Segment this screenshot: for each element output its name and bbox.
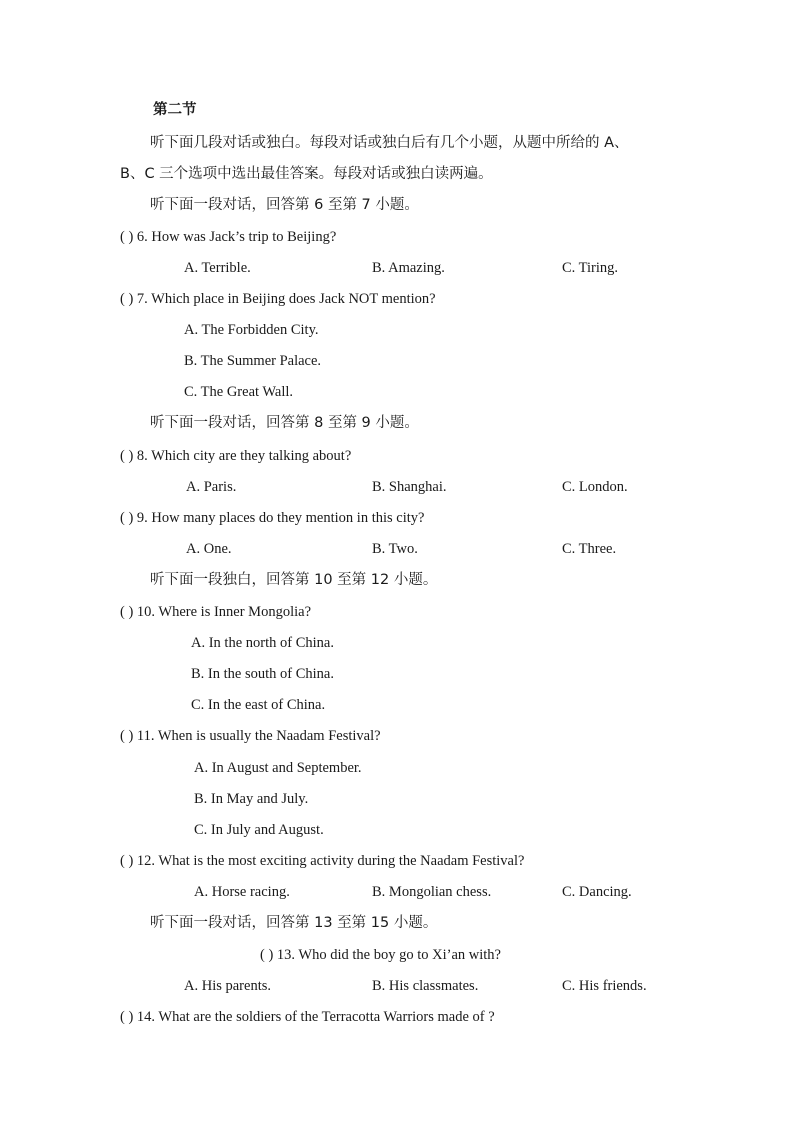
section-intro-line2: B、C 三个选项中选出最佳答案。每段对话或独白读两遍。 [120,166,493,182]
question-9 [120,509,424,527]
answer-blank[interactable]: ( ) [120,229,134,245]
question-text: 12. What is the most exciting activity during the Naadam Festival? [136,853,525,869]
option-c: C. His friends. [562,978,647,994]
option-c: C. Three. [562,541,617,557]
question-12 [120,852,524,870]
option-a: A. Horse racing. [194,884,290,900]
question-text: 6. How was Jack’s trip to Beijing? [136,229,337,245]
option-c: C. Dancing. [562,884,632,900]
option-a: A. One. [186,541,232,557]
option-a: A. His parents. [184,978,271,994]
answer-blank[interactable]: ( ) [120,510,134,526]
answer-blank[interactable]: ( ) [120,728,134,744]
question-text: 8. Which city are they talking about? [136,448,352,464]
question-text: 14. What are the soldiers of the Terracotta Warriors made of ? [136,1009,495,1025]
group-instruction: 听下面一段对话，回答第 13 至第 15 小题。 [150,915,438,931]
question-text: 11. When is usually the Naadam Festival? [136,728,381,744]
question-10 [120,603,311,621]
option-b: B. Amazing. [372,260,445,276]
option-b: B. In May and July. [194,791,309,807]
option-a: A. The Forbidden City. [184,322,319,338]
question-text: 9. How many places do they mention in this city? [136,510,425,526]
option-b: B. Shanghai. [372,479,447,495]
answer-blank[interactable]: ( ) [120,291,134,307]
question-6 [120,228,336,246]
question-text: 7. Which place in Beijing does Jack NOT mention? [136,291,436,307]
question-text: 13. Who did the boy go to Xi’an with? [276,947,501,963]
answer-blank[interactable]: ( ) [120,853,134,869]
answer-blank[interactable]: ( ) [120,1009,134,1025]
answer-blank[interactable]: ( ) [260,947,274,963]
option-c: C. The Great Wall. [184,384,294,400]
question-13 [260,946,501,964]
answer-blank[interactable]: ( ) [120,448,134,464]
option-a: A. Terrible. [184,260,251,276]
question-8 [120,447,351,465]
option-b: B. Two. [372,541,418,557]
option-a: A. In August and September. [194,760,362,776]
option-b: B. In the south of China. [191,666,334,682]
answer-blank[interactable]: ( ) [120,604,134,620]
option-b: B. The Summer Palace. [184,353,322,369]
option-a: A. Paris. [186,479,237,495]
option-c: C. Tiring. [562,260,619,276]
option-c: C. In the east of China. [191,697,326,713]
question-text: 10. Where is Inner Mongolia? [136,604,312,620]
option-c: C. In July and August. [194,822,324,838]
question-11 [120,727,381,745]
option-a: A. In the north of China. [191,635,334,651]
group-instruction: 听下面一段对话，回答第 8 至第 9 小题。 [150,415,419,431]
section-intro-line1: 听下面几段对话或独白。每段对话或独白后有几个小题，从题中所给的 A、 [150,135,629,151]
group-instruction: 听下面一段独白，回答第 10 至第 12 小题。 [150,572,438,588]
question-14 [120,1008,495,1026]
section-title: 第二节 [153,102,197,118]
option-b: B. Mongolian chess. [372,884,492,900]
option-c: C. London. [562,479,628,495]
group-instruction: 听下面一段对话，回答第 6 至第 7 小题。 [150,197,419,213]
option-b: B. His classmates. [372,978,479,994]
question-7 [120,290,436,308]
